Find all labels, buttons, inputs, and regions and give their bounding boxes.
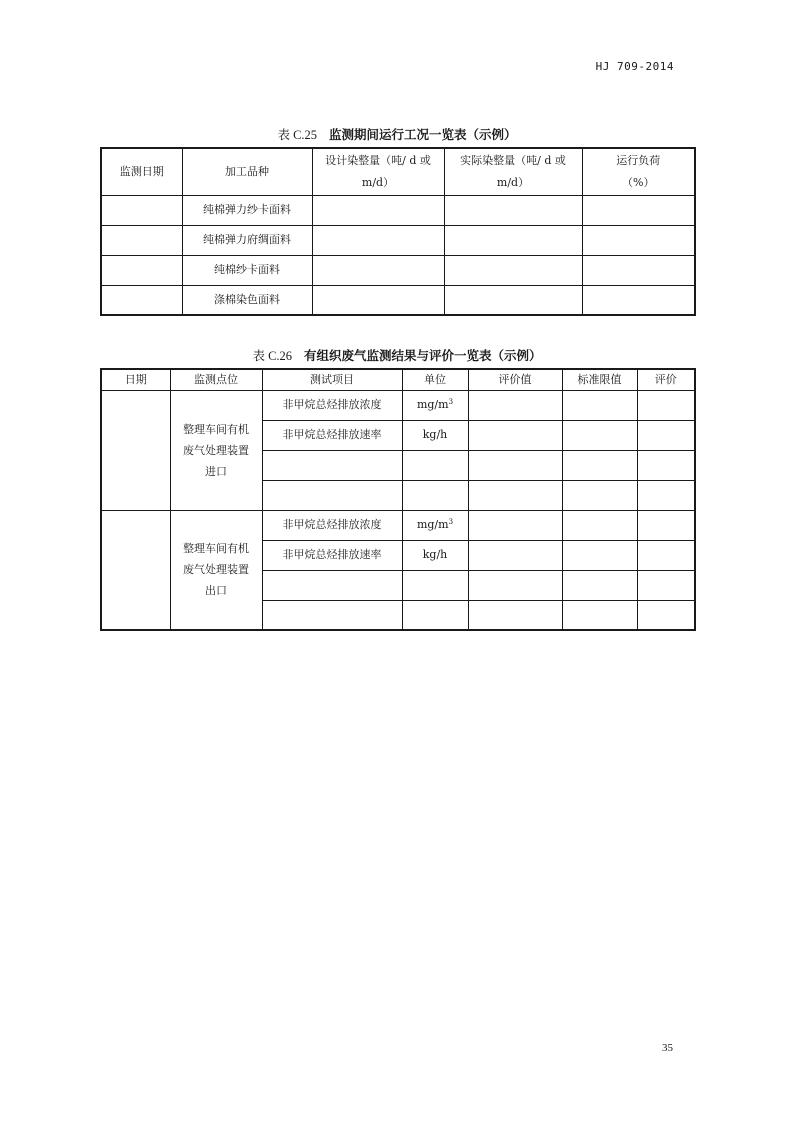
table2-header-cell: 测试项目: [262, 369, 402, 390]
table-cell: [101, 195, 182, 225]
monitoring-point-line: 整理车间有机: [183, 542, 249, 556]
table1-header-line: 设计染整量（吨/ d 或: [325, 153, 431, 167]
table-cell: [582, 195, 695, 225]
table-row: [101, 255, 695, 285]
table-cell: [637, 600, 695, 630]
table-cell: [468, 390, 562, 420]
table-row: [101, 285, 695, 315]
table1-caption-number: 表 C.25: [277, 128, 318, 142]
table-cell: [637, 450, 695, 480]
table-cell: [582, 255, 695, 285]
unit-text: kg/h: [422, 428, 448, 442]
table2-header-cell: 评价: [637, 369, 695, 390]
monitoring-point-cell: [170, 390, 262, 510]
table-cell: [444, 225, 582, 255]
table-cell: [582, 285, 695, 315]
table-cell: [562, 480, 637, 510]
unit-cell: [402, 540, 468, 570]
table-cell: [101, 255, 182, 285]
test-item-cell: [262, 600, 402, 630]
table-cell: [312, 255, 444, 285]
table-cell: [468, 570, 562, 600]
product-cell: 纯棉弹力纱卡面料: [182, 195, 312, 225]
unit-cell: [402, 420, 468, 450]
unit-cell: [402, 510, 468, 540]
monitoring-point-line: 废气处理装置: [183, 563, 249, 577]
unit-text: mg/m: [416, 398, 449, 412]
table-cell: [468, 420, 562, 450]
monitoring-point-line: 出口: [205, 584, 227, 598]
table-cell: [444, 285, 582, 315]
table-cell: [562, 570, 637, 600]
table2-header-cell: 监测点位: [170, 369, 262, 390]
page-number: 35: [662, 1042, 673, 1054]
table1-header-cell: [312, 148, 444, 195]
table-row: [101, 195, 695, 225]
product-cell: 纯棉弹力府绸面料: [182, 225, 312, 255]
table1-header-line: m/d）: [496, 175, 530, 189]
product-cell: 纯棉纱卡面料: [182, 255, 312, 285]
table-cell: [637, 390, 695, 420]
table1-caption: [0, 125, 794, 143]
table1-header-row: [101, 148, 695, 195]
table-cell: [101, 225, 182, 255]
table2-header-cell: 单位: [402, 369, 468, 390]
table1-header-cell: [182, 148, 312, 195]
table-cell: [637, 480, 695, 510]
standard-code: HJ 709-2014: [595, 60, 674, 73]
test-item-cell: [262, 450, 402, 480]
unit-cell: [402, 450, 468, 480]
table1-header-cell: [101, 148, 182, 195]
unit-cell: [402, 600, 468, 630]
test-item-cell: [262, 480, 402, 510]
table1-header-cell: [582, 148, 695, 195]
table1-caption-title: 监测期间运行工况一览表（示例）: [329, 127, 517, 142]
monitoring-point-line: 整理车间有机: [183, 422, 249, 436]
product-cell: 涤棉染色面料: [182, 285, 312, 315]
monitoring-point-line: 进口: [205, 464, 227, 478]
test-item-cell: 非甲烷总烃排放浓度: [262, 390, 402, 420]
table2-header-cell: 评价值: [468, 369, 562, 390]
table-cell: [468, 510, 562, 540]
table1-header-line: （%）: [622, 175, 655, 189]
table-cell: [468, 480, 562, 510]
unit-superscript: 3: [448, 398, 454, 407]
table-cell: [468, 600, 562, 630]
table-cell: [562, 510, 637, 540]
table-cell: [444, 195, 582, 225]
unit-text: mg/m: [416, 518, 449, 532]
table1-header-line: 加工品种: [225, 164, 269, 178]
date-cell: [101, 390, 170, 510]
exhaust-gas-monitoring-table: [100, 368, 696, 631]
table-row: [101, 390, 695, 420]
monitoring-point-line: 废气处理装置: [183, 443, 249, 457]
unit-text: kg/h: [422, 548, 448, 562]
unit-cell: [402, 570, 468, 600]
table-cell: [637, 570, 695, 600]
unit-superscript: 3: [448, 518, 454, 527]
table1-header-cell: [444, 148, 582, 195]
test-item-cell: 非甲烷总烃排放速率: [262, 420, 402, 450]
table2-header-cell: 标准限值: [562, 369, 637, 390]
monitoring-point-cell: [170, 510, 262, 630]
table-cell: [582, 225, 695, 255]
table1-header-line: m/d）: [361, 175, 395, 189]
table-cell: [562, 450, 637, 480]
table-cell: [562, 540, 637, 570]
table2-caption-title: 有组织废气监测结果与评价一览表（示例）: [304, 348, 542, 363]
test-item-cell: 非甲烷总烃排放浓度: [262, 510, 402, 540]
date-cell: [101, 510, 170, 630]
unit-cell: [402, 480, 468, 510]
table-cell: [562, 600, 637, 630]
table-cell: [468, 450, 562, 480]
unit-cell: [402, 390, 468, 420]
test-item-cell: 非甲烷总烃排放速率: [262, 540, 402, 570]
table-cell: [312, 225, 444, 255]
table-row: [101, 225, 695, 255]
table-cell: [637, 540, 695, 570]
table-cell: [562, 390, 637, 420]
table2-caption-number: 表 C.26: [252, 349, 293, 363]
table-cell: [444, 255, 582, 285]
test-item-cell: [262, 570, 402, 600]
table-cell: [312, 285, 444, 315]
table2-header-row: [101, 369, 695, 390]
table-row: [101, 510, 695, 540]
table-cell: [101, 285, 182, 315]
table-cell: [468, 540, 562, 570]
operating-conditions-table: [100, 147, 696, 316]
table-cell: [637, 420, 695, 450]
table1-header-line: 运行负荷: [616, 153, 661, 167]
table-cell: [312, 195, 444, 225]
table-cell: [637, 510, 695, 540]
table2-caption: [0, 346, 794, 364]
table-cell: [562, 420, 637, 450]
table2-header-cell: 日期: [101, 369, 170, 390]
table1-header-line: 监测日期: [119, 164, 164, 178]
table1-header-line: 实际染整量（吨/ d 或: [460, 153, 566, 167]
